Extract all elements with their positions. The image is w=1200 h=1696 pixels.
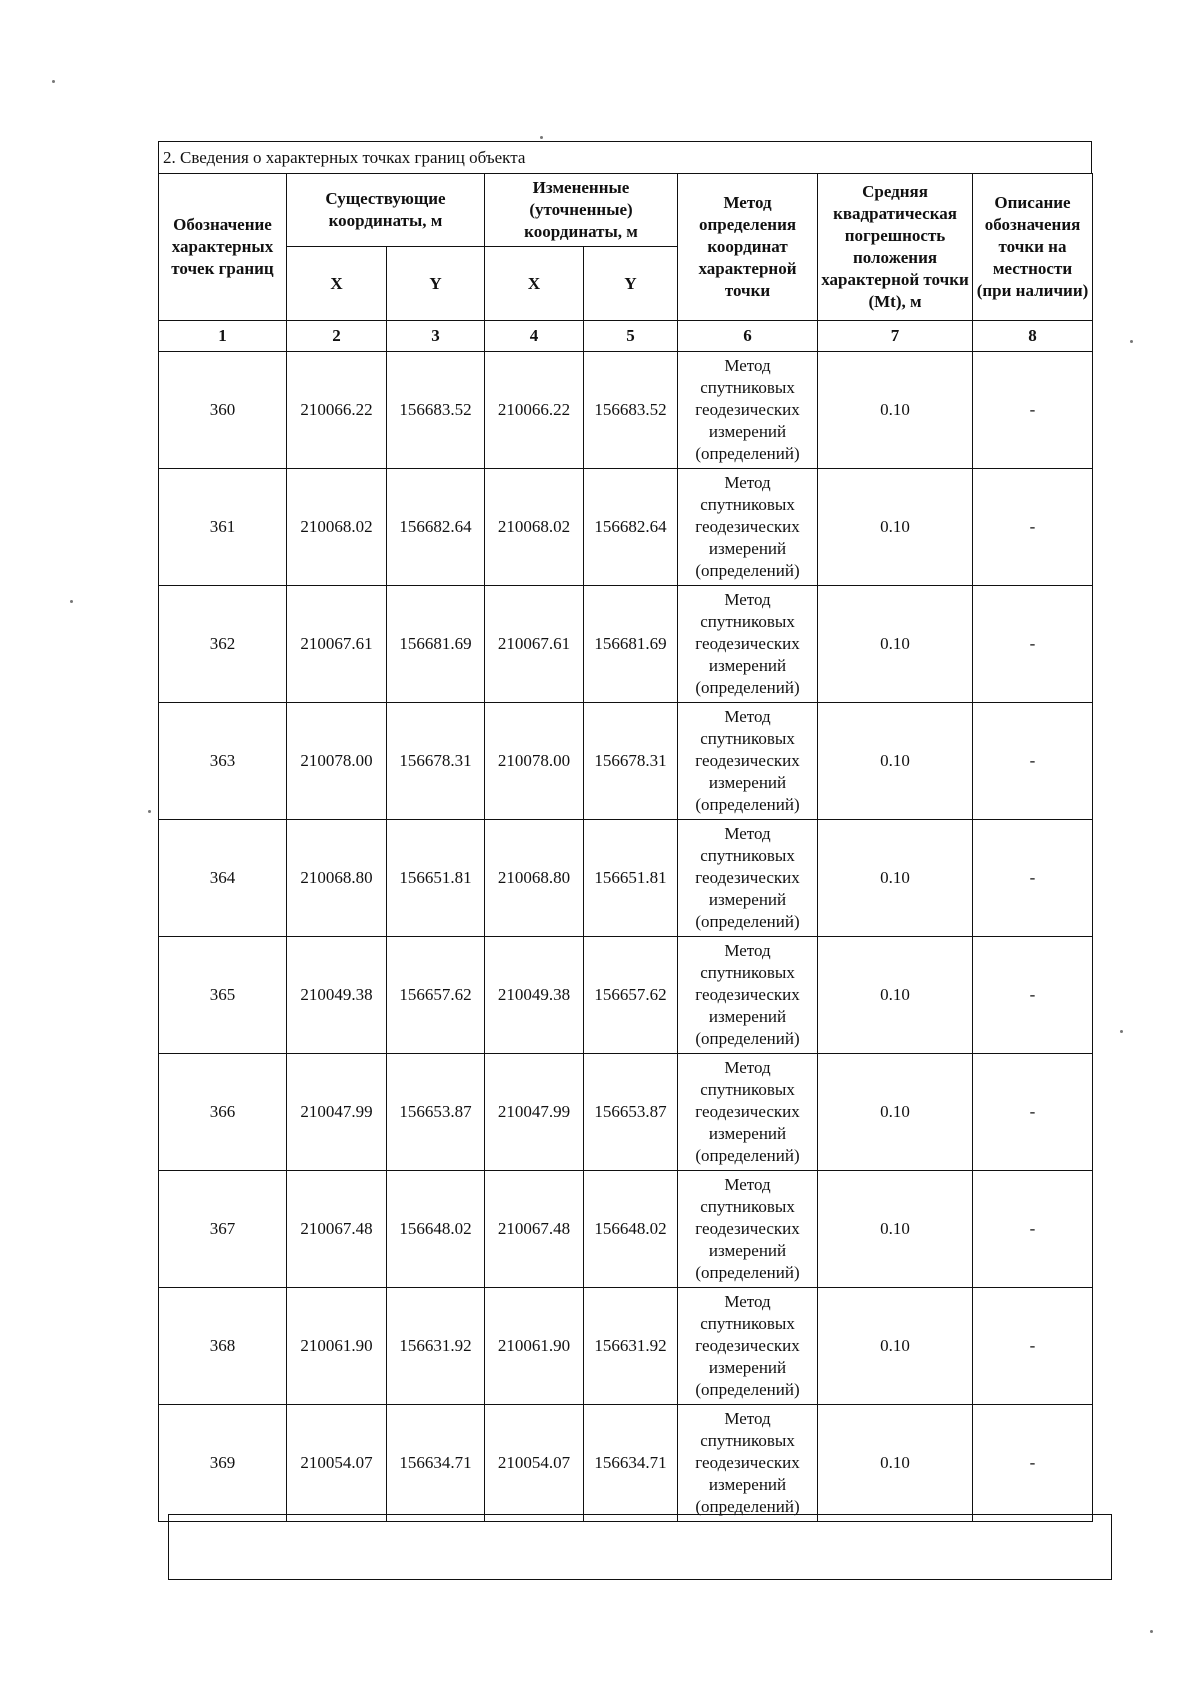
table-row — [159, 703, 1093, 820]
header-changed-y: Y — [584, 247, 678, 321]
table-row — [159, 1171, 1093, 1288]
existing-y: 156657.62 — [387, 937, 485, 1054]
point-id: 369 — [159, 1405, 287, 1522]
header-designation: Обозначение характерных точек границ — [159, 174, 287, 321]
changed-y: 156651.81 — [584, 820, 678, 937]
column-number: 4 — [485, 321, 584, 352]
header-changed-coordinates: Измененные (уточненные) координаты, м — [485, 174, 678, 247]
mean-error: 0.10 — [818, 1054, 973, 1171]
header-row-1 — [159, 174, 1093, 247]
description: - — [973, 1288, 1093, 1405]
changed-y: 156657.62 — [584, 937, 678, 1054]
existing-y: 156653.87 — [387, 1054, 485, 1171]
existing-x: 210068.02 — [287, 469, 387, 586]
existing-y: 156631.92 — [387, 1288, 485, 1405]
method: Метод спутниковых геодезических измерений (определений) — [678, 1288, 818, 1405]
point-id: 365 — [159, 937, 287, 1054]
changed-y: 156631.92 — [584, 1288, 678, 1405]
description: - — [973, 820, 1093, 937]
column-number: 8 — [973, 321, 1093, 352]
changed-x: 210068.80 — [485, 820, 584, 937]
mean-error: 0.10 — [818, 1171, 973, 1288]
method: Метод спутниковых геодезических измерений (определений) — [678, 1171, 818, 1288]
boundary-points-table — [158, 173, 1093, 1522]
scan-speck — [540, 136, 543, 139]
header-existing-coordinates: Существующие координаты, м — [287, 174, 485, 247]
existing-y: 156683.52 — [387, 352, 485, 469]
existing-y: 156681.69 — [387, 586, 485, 703]
method: Метод спутниковых геодезических измерений (определений) — [678, 352, 818, 469]
point-id: 361 — [159, 469, 287, 586]
changed-x: 210068.02 — [485, 469, 584, 586]
header-description: Описание обозначения точки на местности (при наличии) — [973, 174, 1093, 321]
header-existing-y: Y — [387, 247, 485, 321]
table-row — [159, 1054, 1093, 1171]
existing-x: 210061.90 — [287, 1288, 387, 1405]
description: - — [973, 703, 1093, 820]
changed-y: 156682.64 — [584, 469, 678, 586]
table-row — [159, 1405, 1093, 1522]
changed-y: 156683.52 — [584, 352, 678, 469]
description: - — [973, 469, 1093, 586]
changed-x: 210067.61 — [485, 586, 584, 703]
table-row — [159, 1288, 1093, 1405]
changed-y: 156648.02 — [584, 1171, 678, 1288]
existing-y: 156678.31 — [387, 703, 485, 820]
empty-footer-box — [168, 1514, 1112, 1580]
mean-error: 0.10 — [818, 1405, 973, 1522]
method: Метод спутниковых геодезических измерений (определений) — [678, 820, 818, 937]
column-numbers-row — [159, 321, 1093, 352]
existing-y: 156651.81 — [387, 820, 485, 937]
point-id: 367 — [159, 1171, 287, 1288]
existing-x: 210066.22 — [287, 352, 387, 469]
changed-x: 210047.99 — [485, 1054, 584, 1171]
header-existing-x: X — [287, 247, 387, 321]
description: - — [973, 937, 1093, 1054]
changed-x: 210049.38 — [485, 937, 584, 1054]
existing-y: 156648.02 — [387, 1171, 485, 1288]
column-number: 2 — [287, 321, 387, 352]
mean-error: 0.10 — [818, 1288, 973, 1405]
method: Метод спутниковых геодезических измерений (определений) — [678, 1405, 818, 1522]
description: - — [973, 1171, 1093, 1288]
mean-error: 0.10 — [818, 469, 973, 586]
column-number: 5 — [584, 321, 678, 352]
changed-y: 156678.31 — [584, 703, 678, 820]
column-number: 1 — [159, 321, 287, 352]
changed-x: 210078.00 — [485, 703, 584, 820]
table-row — [159, 937, 1093, 1054]
point-id: 366 — [159, 1054, 287, 1171]
point-id: 364 — [159, 820, 287, 937]
scan-speck — [52, 80, 55, 83]
mean-error: 0.10 — [818, 352, 973, 469]
description: - — [973, 586, 1093, 703]
point-id: 368 — [159, 1288, 287, 1405]
section-title: 2. Сведения о характерных точках границ объекта — [158, 141, 1092, 173]
changed-x: 210067.48 — [485, 1171, 584, 1288]
point-id: 363 — [159, 703, 287, 820]
method: Метод спутниковых геодезических измерений (определений) — [678, 586, 818, 703]
changed-x: 210061.90 — [485, 1288, 584, 1405]
header-method: Метод определения координат характерной точки — [678, 174, 818, 321]
existing-x: 210049.38 — [287, 937, 387, 1054]
existing-x: 210067.48 — [287, 1171, 387, 1288]
scan-speck — [1120, 1030, 1123, 1033]
existing-x: 210068.80 — [287, 820, 387, 937]
method: Метод спутниковых геодезических измерений (определений) — [678, 703, 818, 820]
existing-x: 210078.00 — [287, 703, 387, 820]
changed-x: 210054.07 — [485, 1405, 584, 1522]
existing-x: 210054.07 — [287, 1405, 387, 1522]
point-id: 360 — [159, 352, 287, 469]
existing-x: 210067.61 — [287, 586, 387, 703]
description: - — [973, 1054, 1093, 1171]
column-number: 6 — [678, 321, 818, 352]
changed-y: 156634.71 — [584, 1405, 678, 1522]
method: Метод спутниковых геодезических измерений (определений) — [678, 1054, 818, 1171]
existing-x: 210047.99 — [287, 1054, 387, 1171]
table-row — [159, 469, 1093, 586]
scan-speck — [1150, 1630, 1153, 1633]
table-row — [159, 820, 1093, 937]
column-number: 3 — [387, 321, 485, 352]
header-mean-error: Средняя квадратическая погрешность положения характерной точки (Mt), м — [818, 174, 973, 321]
method: Метод спутниковых геодезических измерений (определений) — [678, 937, 818, 1054]
scan-speck — [1130, 340, 1133, 343]
method: Метод спутниковых геодезических измерений (определений) — [678, 469, 818, 586]
scan-speck — [148, 810, 151, 813]
table-row — [159, 586, 1093, 703]
description: - — [973, 1405, 1093, 1522]
point-id: 362 — [159, 586, 287, 703]
mean-error: 0.10 — [818, 820, 973, 937]
changed-y: 156653.87 — [584, 1054, 678, 1171]
mean-error: 0.10 — [818, 586, 973, 703]
mean-error: 0.10 — [818, 937, 973, 1054]
mean-error: 0.10 — [818, 703, 973, 820]
changed-x: 210066.22 — [485, 352, 584, 469]
scan-speck — [70, 600, 73, 603]
existing-y: 156634.71 — [387, 1405, 485, 1522]
changed-y: 156681.69 — [584, 586, 678, 703]
existing-y: 156682.64 — [387, 469, 485, 586]
description: - — [973, 352, 1093, 469]
header-changed-x: X — [485, 247, 584, 321]
boundary-points-sheet — [158, 141, 1092, 1522]
column-number: 7 — [818, 321, 973, 352]
table-row — [159, 352, 1093, 469]
